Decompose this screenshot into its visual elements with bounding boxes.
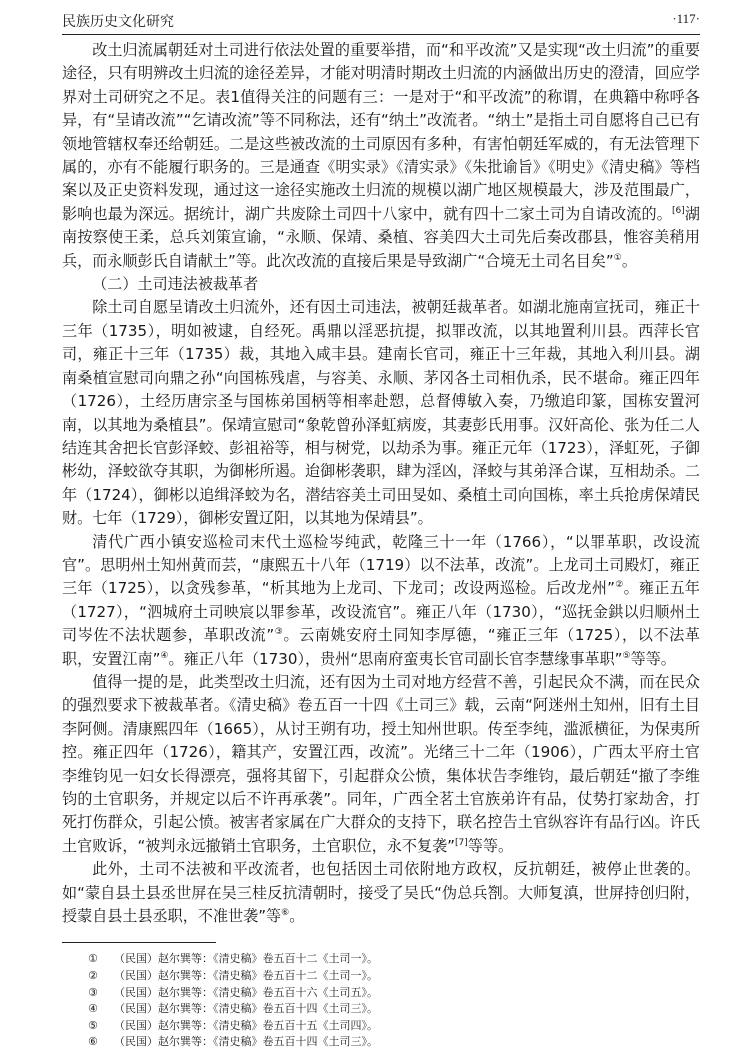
text: 湖南按察使王柔，总兵刘策宣谕，“永顺、保靖、桑植、容美四大土司先后奏改郡县，惟容美稍用兵，而永顺彭氏自请献土”等。此次改流的直接后果是导致湖广“合境无土司名目矣” xyxy=(62,204,700,270)
paragraph-1 xyxy=(62,39,700,273)
page-number: ·117· xyxy=(672,11,700,26)
footnote-text: （民国）赵尔巽等：《清史稿》卷五百十四《土司三》。 xyxy=(114,1035,378,1049)
text: 。 xyxy=(289,907,305,926)
running-header xyxy=(62,8,700,35)
paragraph-3 xyxy=(62,531,700,671)
footnote-number: ⑥ xyxy=(88,1035,98,1049)
footnote-mark: ⑥ xyxy=(281,908,290,918)
text: 。雍正五年（1727），“泗城府土司映宸以罪参革，改设流官”。雍正八年（1730），“巡抚金鉷以归顺州土司岑佐不法状题参，革职改流” xyxy=(62,579,700,645)
paragraph-5 xyxy=(62,858,700,928)
footnotes xyxy=(62,951,700,1051)
text: 改土归流属朝廷对土司进行依法处置的重要举措，而“和平改流”又是实现“改土归流”的重要途径，只有明辨改土归流的途径差异，才能对明清时期改土归流的内涵做出历史的澄清，回应学界对土司研究之不足。表1值得关注的问题有三：一是对于“和平改流”的称谓，在典籍中称呼各异，有“呈请改流”“乞请改流”等不同称法，还有“纳土”改流者。“纳土”是指土司自愿将自己已有领地管辖权奉还给朝廷。二是这些被改流的土司原因有多种，有害怕朝廷军威的，有无法管理下属的，亦有不能履行职务的。三是通查《明实录》《清实录》《朱批谕旨》《明史》《清史稿》等档案以及正史资料发现，通过这一途径实施改土归流的规模以湖广地区规模最大，涉及范围最广，影响也最为深远。据统计，湖广共废除土司四十八家中，就有四十二家土司为自请改流的。 xyxy=(62,41,700,223)
footnote-mark: ① xyxy=(613,252,622,263)
citation: [6] xyxy=(671,205,685,216)
paragraph-4 xyxy=(62,671,700,858)
paragraph-2: 除土司自愿呈请改土归流外，还有因土司违法，被朝廷裁革者。如湖北施南宣抚司，雍正十三年（1735），明如被逮，自经死。禹鼎以淫恶抗提，拟罪改流，以其地置利川县。西萍长官司，雍正十三年（1735）裁，其地入咸丰县。建南长官司，雍正十三年裁，其地入利川县。湖南桑植宣慰司向鼎之孙“向国栋残虐，与容美、永顺、茅冈各土司相仇杀，民不堪命。雍正四年（1726），土经历唐宗圣与国栋弟国柄等相率赴愬，总督傅敏入奏，乃缴追印篆，国栋安置河南，以其地为桑植县”。保靖宣慰司“象乾曾孙泽虹病废，其妻彭氏用事。汉奸高伦、张为任二人结连其舍把长官彭泽蛟、彭祖裕等，相与树党，以劫杀为事。雍正元年（1723），泽虹死，子御彬幼，泽蛟欲夺其职，为御彬所遏。迨御彬袭职，肆为淫凶，泽蛟与其弟泽合谋，互相劫杀。二年（1724），御彬以追缉泽蛟为名，潜结容美土司田旻如、桑植土司向国栋，率土兵抢虏保靖民财。七年（1729），御彬安置辽阳，以其地为保靖县”。 xyxy=(62,298,700,528)
text: 值得一提的是，此类型改土归流，还有因为土司对地方经营不善，引起民众不满，而在民众的强烈要求下被裁革者。《清史稿》卷五百一十四《土司三》载，云南“阿迷州土知州，旧有土目李阿侧。清康熙四年（1665），从讨王朔有功，授土知州世职。传至李纯，滥派横征，为保夷所控。雍正四年（1726），籍其产，安置江西，改流”。光绪三十二年（1906），广西太平府土官李维钧见一妇女长得漂亮，强将其留下，引起群众公愤，集体状告李维钧，最后朝廷“撤了李维钧的土官职务，并规定以后不许再承袭”。同年，广西全茗土官族弟许有品，仗势打家劫舍，打死打伤群众，引起公愤。被害者家属在广大群众的支持下，联名控告土官纵容许有品行凶。许氏土官败诉，“被判永远撤销土官职务，土官职位，永不复袭” xyxy=(62,672,700,855)
text: 此外，土司不法被和平改流者，也包括因土司依附地方政权，反抗朝廷，被停止世袭的。如“蒙自县土县丞世屏在吴三桂反抗清朝时，接受了吴氏“伪总兵劄。大师复滇，世屏持创归附，授蒙自县土县丞职，不准世袭”等 xyxy=(62,860,700,926)
footnote xyxy=(88,968,700,985)
footnote-mark: ② xyxy=(615,580,624,591)
footnote xyxy=(88,985,700,1002)
footnote xyxy=(88,1018,700,1035)
text: 等等。 xyxy=(467,836,514,855)
footnote-text: （民国）赵尔巽等：《清史稿》卷五百十五《土司四》。 xyxy=(114,1018,378,1032)
footnote-number: ④ xyxy=(88,1002,98,1016)
text: 。雍正八年（1730），贵州“思南府蛮夷长官司副长官李慧缘事革职” xyxy=(168,649,623,668)
text: 。云南姚安府土同知李厚德，“雍正三年（1725），以不法革职，安置江南” xyxy=(62,626,701,668)
footnote xyxy=(88,1001,700,1018)
footnote-number: ⑤ xyxy=(88,1018,98,1032)
citation: [7] xyxy=(455,837,468,848)
footnote-number: ② xyxy=(88,969,98,983)
body-text xyxy=(62,39,700,928)
footnote xyxy=(88,1034,700,1051)
section-heading: （二）土司违法被裁革者 xyxy=(92,275,259,294)
footnote-text: （民国）赵尔巽等：《清史稿》卷五百十二《土司一》。 xyxy=(114,952,378,966)
footnote-text: （民国）赵尔巽等：《清史稿》卷五百十六《土司五》。 xyxy=(114,985,378,999)
footnote-number: ① xyxy=(88,952,98,966)
footnote-mark: ③ xyxy=(274,627,284,638)
text: 等等。 xyxy=(630,649,676,668)
footnote-number: ③ xyxy=(88,985,98,999)
journal-title: 民族历史文化研究 xyxy=(62,14,174,30)
text: 清代广西小镇安巡检司末代土巡检岑纯武，乾隆三十一年（1766），“以罪革职，改设流官”。思明州土知州黄而芸，“康熙五十八年（1719）以不法革，改流”。上龙司土司殿灯，雍正三年（1725），以贪残参革，“析其地为上龙司、下龙司；改设两巡检。后改龙州” xyxy=(62,532,700,598)
footnote xyxy=(88,951,700,968)
footnote-mark: ⑤ xyxy=(622,650,631,661)
footnote-text: （民国）赵尔巽等：《清史稿》卷五百十二《土司一》。 xyxy=(114,969,378,983)
footnote-text: （民国）赵尔巽等：《清史稿》卷五百十四《土司三》。 xyxy=(114,1002,378,1016)
text: 。 xyxy=(621,251,637,270)
footnote-mark: ④ xyxy=(160,650,169,661)
footnote-separator xyxy=(62,942,216,943)
